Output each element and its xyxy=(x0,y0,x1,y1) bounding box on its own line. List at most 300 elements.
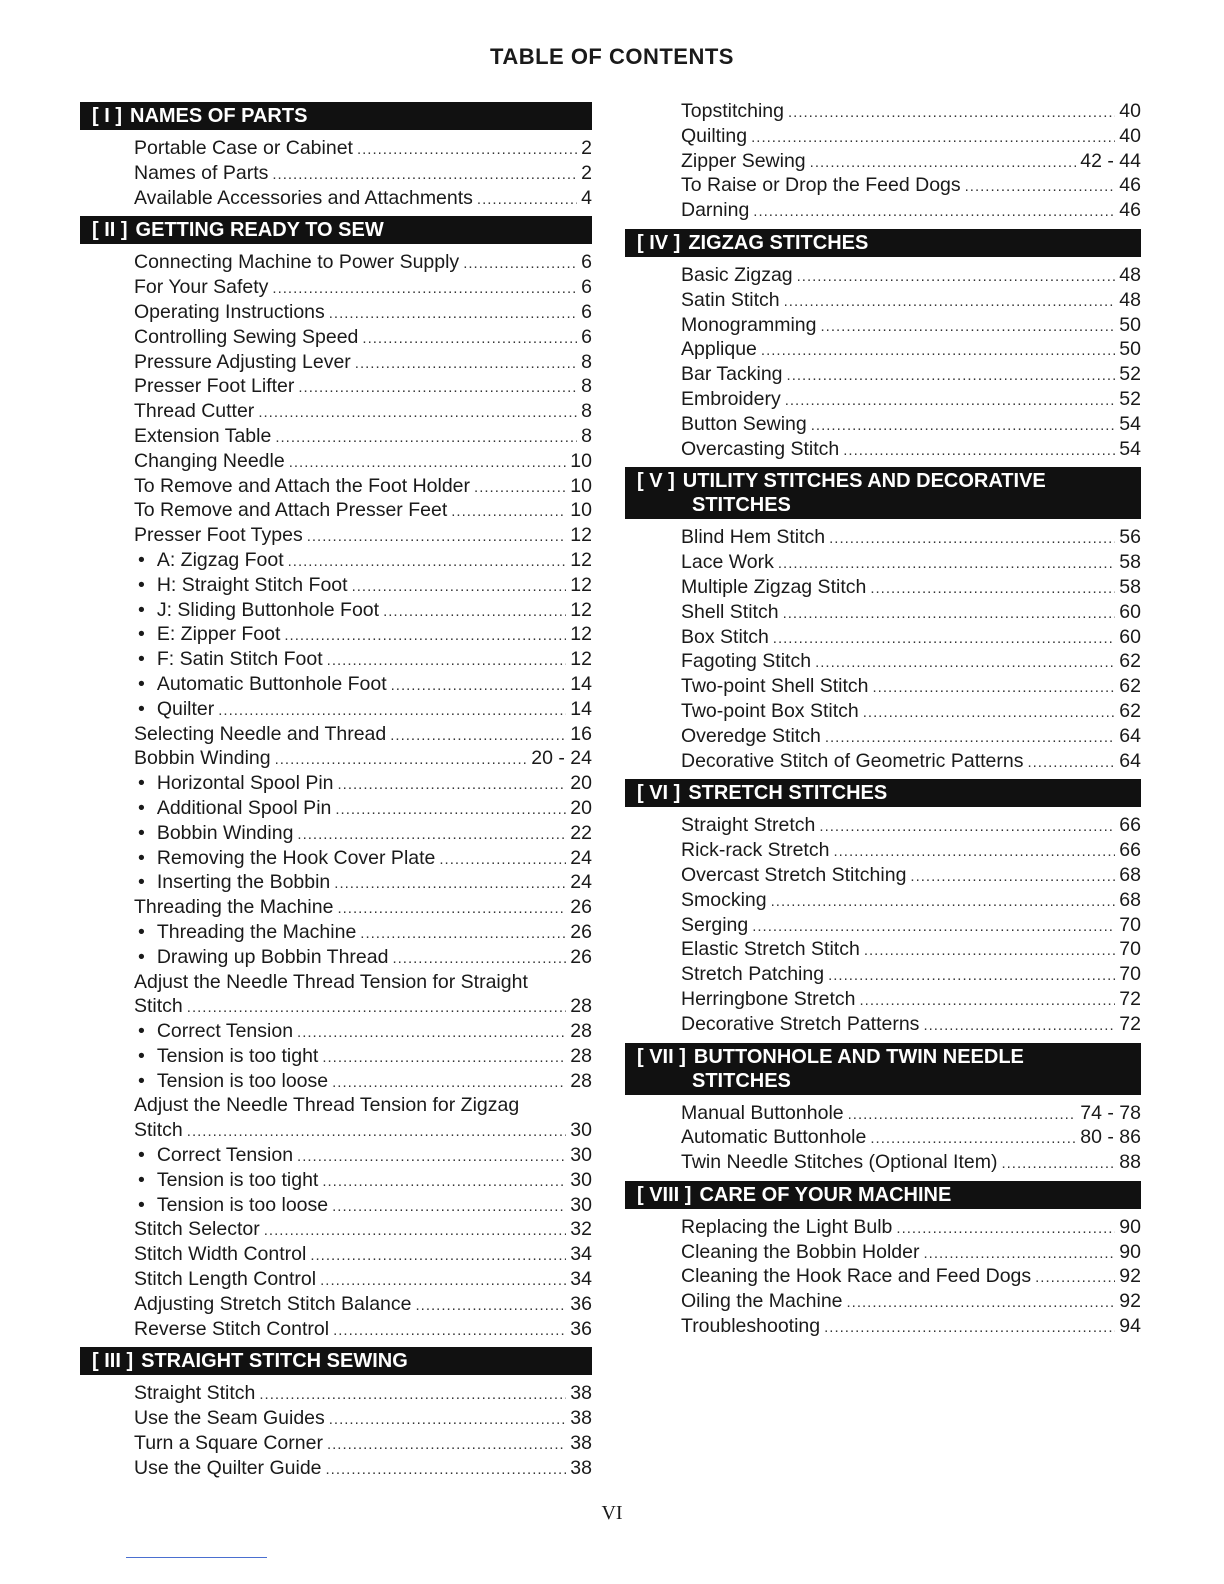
dot-leader xyxy=(778,552,1115,577)
toc-entry[interactable] xyxy=(681,600,1141,625)
section-heading xyxy=(80,216,592,244)
entry-title: Zipper Sewing xyxy=(681,149,806,172)
entry-title: Adjust the Needle Thread Tension for Straight xyxy=(134,970,528,993)
toc-entry[interactable] xyxy=(134,548,592,573)
entry-page: 56 xyxy=(1119,526,1141,549)
section-heading xyxy=(625,229,1141,257)
dot-leader xyxy=(329,1408,567,1433)
section-heading xyxy=(80,1347,592,1375)
entry-title: Thread Cutter xyxy=(134,400,255,423)
entry-page: 10 xyxy=(570,499,592,522)
dot-leader xyxy=(288,550,567,575)
toc-entry[interactable] xyxy=(681,1240,1141,1265)
entry-title: Straight Stretch xyxy=(681,814,816,837)
toc-entry[interactable] xyxy=(134,424,592,449)
toc-entry[interactable] xyxy=(134,1381,592,1406)
entry-page: 14 xyxy=(570,672,592,695)
dot-leader xyxy=(1027,751,1115,776)
entry-page: 26 xyxy=(570,896,592,919)
entry-page: 38 xyxy=(570,1432,592,1455)
toc-entry[interactable] xyxy=(681,362,1141,387)
entry-title: • Additional Spool Pin xyxy=(134,796,331,821)
toc-entry[interactable] xyxy=(134,136,592,161)
toc-entry[interactable] xyxy=(134,374,592,399)
entry-title: Smocking xyxy=(681,888,767,911)
entry-title: Adjust the Needle Thread Tension for Zigzag xyxy=(134,1094,520,1117)
toc-entry[interactable] xyxy=(681,962,1141,987)
entry-page: 30 xyxy=(570,1144,592,1167)
entry-title: Presser Foot Lifter xyxy=(134,375,295,398)
entry-page: 74 - 78 xyxy=(1080,1101,1141,1124)
entry-title: • J: Sliding Buttonhole Foot xyxy=(134,598,379,623)
section-title: UTILITY STITCHES AND DECORATIVE xyxy=(682,470,1046,493)
toc-entry[interactable] xyxy=(134,161,592,186)
entry-page: 60 xyxy=(1119,625,1141,648)
entry-title: Fagoting Stitch xyxy=(681,650,812,673)
toc-entry[interactable] xyxy=(134,1044,592,1069)
toc-entry[interactable] xyxy=(134,1118,592,1143)
section-number: [ II ] xyxy=(92,219,128,242)
entry-title: Troubleshooting xyxy=(681,1315,821,1338)
entry-title: Satin Stitch xyxy=(681,288,780,311)
dot-leader xyxy=(824,1316,1115,1341)
entry-title: • Drawing up Bobbin Thread xyxy=(134,945,388,970)
entry-page: 58 xyxy=(1119,551,1141,574)
toc-entry[interactable] xyxy=(134,186,592,211)
entry-title: Stitch Width Control xyxy=(134,1243,307,1266)
entry-page: 12 xyxy=(570,648,592,671)
toc-entry[interactable] xyxy=(134,746,592,771)
toc-entry[interactable] xyxy=(134,945,592,970)
toc-entry[interactable] xyxy=(681,724,1141,749)
toc-entry[interactable] xyxy=(134,275,592,300)
page-number: VI xyxy=(601,1502,623,1524)
toc-entry[interactable] xyxy=(134,821,592,846)
entry-page: 36 xyxy=(570,1317,592,1340)
entry-page: 80 - 86 xyxy=(1080,1126,1141,1149)
entry-title: • E: Zipper Foot xyxy=(134,622,280,647)
entry-title: Pressure Adjusting Lever xyxy=(134,350,351,373)
entry-title: Shell Stitch xyxy=(681,600,779,623)
dot-leader xyxy=(784,290,1116,315)
toc-entry[interactable] xyxy=(134,1406,592,1431)
dot-leader xyxy=(383,600,566,625)
dot-leader xyxy=(910,865,1115,890)
section-title: STRETCH STITCHES xyxy=(688,782,888,805)
toc-entry[interactable] xyxy=(681,1101,1141,1126)
toc-entry[interactable] xyxy=(681,1125,1141,1150)
dot-leader xyxy=(860,989,1116,1014)
toc-entry[interactable] xyxy=(681,937,1141,962)
entry-title: • A: Zigzag Foot xyxy=(134,548,284,573)
toc-entry[interactable] xyxy=(681,1215,1141,1240)
entry-title: Cleaning the Bobbin Holder xyxy=(681,1240,920,1263)
dot-leader xyxy=(773,627,1116,652)
entry-page: 10 xyxy=(570,449,592,472)
entry-title: Topstitching xyxy=(681,100,784,122)
toc-entry[interactable] xyxy=(134,722,592,747)
entry-page: 28 xyxy=(570,1020,592,1043)
toc-entry[interactable] xyxy=(134,325,592,350)
entry-title: • Correct Tension xyxy=(134,1143,293,1168)
dot-leader xyxy=(297,1145,566,1170)
entry-title: To Remove and Attach Presser Feet xyxy=(134,499,448,522)
toc-entry[interactable] xyxy=(681,99,1141,124)
toc-entry[interactable] xyxy=(681,337,1141,362)
toc-entry[interactable] xyxy=(134,1143,592,1168)
toc-entry[interactable] xyxy=(134,399,592,424)
entry-page: 52 xyxy=(1119,363,1141,386)
dot-leader xyxy=(275,748,528,773)
dot-leader xyxy=(355,352,577,377)
dot-leader xyxy=(289,451,567,476)
toc-entry[interactable] xyxy=(134,697,592,722)
entry-title: Oiling the Machine xyxy=(681,1290,843,1313)
entry-title: Multiple Zigzag Stitch xyxy=(681,575,867,598)
section-number: [ VII ] xyxy=(637,1045,686,1068)
entry-title: • Threading the Machine xyxy=(134,920,356,945)
entry-page: 8 xyxy=(581,400,592,423)
entry-title: • Bobbin Winding xyxy=(134,821,293,846)
section-title: CARE OF YOUR MACHINE xyxy=(699,1183,952,1206)
toc-entry[interactable] xyxy=(134,1456,592,1481)
entry-title: Available Accessories and Attachments xyxy=(134,186,473,209)
dot-leader xyxy=(298,376,577,401)
toc-entry[interactable] xyxy=(134,598,592,623)
dot-leader xyxy=(392,947,566,972)
entry-page: 26 xyxy=(570,945,592,968)
entry-title: Adjusting Stretch Stitch Balance xyxy=(134,1292,412,1315)
entry-page: 38 xyxy=(570,1456,592,1479)
entry-page: 8 xyxy=(581,424,592,447)
entry-title: Names of Parts xyxy=(134,161,269,184)
dot-leader xyxy=(326,1458,567,1483)
dot-leader xyxy=(870,1127,1076,1152)
entry-page: 4 xyxy=(581,186,592,209)
toc-entry[interactable] xyxy=(134,1019,592,1044)
dot-leader xyxy=(753,200,1115,225)
toc-entry[interactable] xyxy=(134,970,592,995)
toc-entry[interactable] xyxy=(681,813,1141,838)
entry-title: Use the Quilter Guide xyxy=(134,1456,322,1479)
toc-entry[interactable] xyxy=(134,474,592,499)
dot-leader xyxy=(864,939,1115,964)
dot-leader xyxy=(771,890,1116,915)
toc-entry[interactable] xyxy=(681,124,1141,149)
dot-leader xyxy=(284,624,566,649)
dot-leader xyxy=(923,1014,1115,1039)
entry-page: 2 xyxy=(581,137,592,159)
dot-leader xyxy=(783,602,1116,627)
dot-leader xyxy=(828,964,1115,989)
section-title: GETTING READY TO SEW xyxy=(135,219,384,242)
entry-title: Selecting Needle and Thread xyxy=(134,722,387,745)
toc-entry[interactable] xyxy=(134,1168,592,1193)
entry-title: Portable Case or Cabinet xyxy=(134,137,353,159)
toc-entry[interactable] xyxy=(134,1431,592,1456)
entry-page: 66 xyxy=(1119,814,1141,837)
toc-entry[interactable] xyxy=(134,1069,592,1094)
dot-leader xyxy=(272,277,577,302)
toc-entry[interactable] xyxy=(681,1012,1141,1037)
toc-entry[interactable] xyxy=(681,1150,1141,1175)
toc-entry[interactable] xyxy=(681,1314,1141,1339)
dot-leader xyxy=(327,649,567,674)
dot-leader xyxy=(896,1217,1115,1242)
section-number: [ VIII ] xyxy=(637,1183,692,1206)
toc-entry[interactable] xyxy=(134,1093,592,1118)
entry-title: • Tension is too loose xyxy=(134,1193,328,1218)
entry-page: 34 xyxy=(570,1243,592,1266)
entry-title: Cleaning the Hook Race and Feed Dogs xyxy=(681,1265,1032,1288)
toc-entry[interactable] xyxy=(134,1217,592,1242)
dot-leader xyxy=(477,188,577,213)
entry-title: Bobbin Winding xyxy=(134,747,271,770)
section-heading xyxy=(625,1043,1141,1095)
toc-entry[interactable] xyxy=(134,250,592,275)
toc-entry[interactable] xyxy=(134,1267,592,1292)
entry-page: 64 xyxy=(1119,724,1141,747)
entry-title: • Inserting the Bobbin xyxy=(134,870,330,895)
toc-entry[interactable] xyxy=(681,699,1141,724)
entry-title: Operating Instructions xyxy=(134,300,325,323)
entry-page: 70 xyxy=(1119,963,1141,986)
toc-entry[interactable] xyxy=(134,350,592,375)
toc-entry[interactable] xyxy=(134,796,592,821)
entry-page: 58 xyxy=(1119,575,1141,598)
toc-entry[interactable] xyxy=(681,387,1141,412)
entry-title: Bar Tacking xyxy=(681,363,783,386)
dot-leader xyxy=(310,1244,566,1269)
dot-leader xyxy=(329,302,577,327)
entry-title: Overedge Stitch xyxy=(681,724,821,747)
dot-leader xyxy=(1035,1266,1115,1291)
entry-page: 46 xyxy=(1119,199,1141,222)
entry-page: 68 xyxy=(1119,863,1141,886)
entry-page: 12 xyxy=(570,524,592,547)
entry-page: 12 xyxy=(570,598,592,621)
toc-entry[interactable] xyxy=(681,863,1141,888)
entry-page: 28 xyxy=(570,1069,592,1092)
section-number: [ III ] xyxy=(92,1350,134,1373)
dot-leader xyxy=(218,699,566,724)
entry-page: 66 xyxy=(1119,839,1141,862)
toc-entry[interactable] xyxy=(681,149,1141,174)
dot-leader xyxy=(332,1195,566,1220)
dot-leader xyxy=(272,163,577,188)
dot-leader xyxy=(357,138,577,163)
toc-entry[interactable] xyxy=(681,525,1141,550)
toc-entry[interactable] xyxy=(681,198,1141,223)
toc-entry[interactable] xyxy=(134,870,592,895)
toc-entry[interactable] xyxy=(134,672,592,697)
section-title: STRAIGHT STITCH SEWING xyxy=(141,1350,408,1373)
toc-entry[interactable] xyxy=(681,625,1141,650)
toc-left-column xyxy=(80,102,592,1481)
entry-page: 28 xyxy=(570,1044,592,1067)
entry-page: 52 xyxy=(1119,387,1141,410)
entry-title: Two-point Box Stitch xyxy=(681,699,859,722)
toc-entry[interactable] xyxy=(134,920,592,945)
entry-page: 70 xyxy=(1119,938,1141,961)
dot-leader xyxy=(338,773,567,798)
entry-title: Changing Needle xyxy=(134,449,285,472)
entry-title: Basic Zigzag xyxy=(681,263,793,286)
dot-leader xyxy=(873,676,1116,701)
entry-page: 92 xyxy=(1119,1290,1141,1313)
toc-entry[interactable] xyxy=(681,674,1141,699)
toc-entry[interactable] xyxy=(681,313,1141,338)
toc-entry[interactable] xyxy=(681,888,1141,913)
toc-entry[interactable] xyxy=(134,647,592,672)
entry-title: Applique xyxy=(681,338,757,361)
entry-title: Two-point Shell Stitch xyxy=(681,675,869,698)
entry-title: Extension Table xyxy=(134,424,272,447)
dot-leader xyxy=(924,1242,1116,1267)
dot-leader xyxy=(297,823,566,848)
toc-entry[interactable] xyxy=(134,449,592,474)
entry-page: 62 xyxy=(1119,699,1141,722)
toc-entry[interactable] xyxy=(134,1193,592,1218)
entry-page: 38 xyxy=(570,1407,592,1430)
entry-title: Stitch Length Control xyxy=(134,1268,317,1291)
entry-title: • Tension is too tight xyxy=(134,1044,318,1069)
entry-title: Overcasting Stitch xyxy=(681,437,840,460)
entry-page: 38 xyxy=(570,1382,592,1405)
toc-entry[interactable] xyxy=(681,437,1141,462)
entry-title: Manual Buttonhole xyxy=(681,1101,844,1124)
entry-title: Stitch xyxy=(134,1119,183,1142)
entry-title: Herringbone Stretch xyxy=(681,987,856,1010)
entry-page: 30 xyxy=(570,1119,592,1142)
entry-title: To Remove and Attach the Foot Holder xyxy=(134,474,471,497)
entry-title: Decorative Stitch of Geometric Patterns xyxy=(681,749,1024,772)
dot-leader xyxy=(1001,1152,1115,1177)
toc-entry[interactable] xyxy=(134,498,592,523)
section-number: [ IV ] xyxy=(637,231,681,254)
dot-leader xyxy=(416,1294,567,1319)
entry-title: • Horizontal Spool Pin xyxy=(134,771,334,796)
entry-page: 90 xyxy=(1119,1240,1141,1263)
entry-title: Connecting Machine to Power Supply xyxy=(134,251,460,274)
entry-page: 12 xyxy=(570,548,592,571)
dot-leader xyxy=(870,577,1115,602)
dot-leader xyxy=(463,252,577,277)
toc-entry[interactable] xyxy=(681,173,1141,198)
entry-title: • Tension is too tight xyxy=(134,1168,318,1193)
entry-title: Stitch xyxy=(134,995,183,1018)
toc-entry[interactable] xyxy=(681,913,1141,938)
entry-page: 94 xyxy=(1119,1315,1141,1338)
toc-entry[interactable] xyxy=(134,1317,592,1342)
toc-entry[interactable] xyxy=(134,771,592,796)
entry-title: Controlling Sewing Speed xyxy=(134,325,359,348)
dot-leader xyxy=(327,1433,566,1458)
dot-leader xyxy=(259,1383,566,1408)
entry-title: Automatic Buttonhole xyxy=(681,1126,867,1149)
section-title: ZIGZAG STITCHES xyxy=(688,231,869,254)
toc-entry[interactable] xyxy=(134,622,592,647)
entry-page: 24 xyxy=(570,871,592,894)
toc-right-column xyxy=(625,99,1141,1339)
dot-leader xyxy=(820,315,1115,340)
entry-page: 42 - 44 xyxy=(1080,149,1141,172)
toc-entry[interactable] xyxy=(681,550,1141,575)
toc-entry[interactable] xyxy=(134,523,592,548)
toc-entry[interactable] xyxy=(681,1264,1141,1289)
entry-title: Lace Work xyxy=(681,551,774,574)
toc-entry[interactable] xyxy=(134,994,592,1019)
toc-entry[interactable] xyxy=(134,895,592,920)
entry-page: 8 xyxy=(581,350,592,373)
toc-entry[interactable] xyxy=(681,749,1141,774)
entry-title: Embroidery xyxy=(681,387,781,410)
toc-entry[interactable] xyxy=(681,412,1141,437)
dot-leader xyxy=(360,922,566,947)
toc-entry[interactable] xyxy=(134,1292,592,1317)
dot-leader xyxy=(847,1291,1116,1316)
toc-entry[interactable] xyxy=(134,300,592,325)
entry-title: • H: Straight Stitch Foot xyxy=(134,573,348,598)
toc-entry[interactable] xyxy=(681,263,1141,288)
dot-leader xyxy=(264,1219,567,1244)
dot-leader xyxy=(390,724,566,749)
entry-page: 54 xyxy=(1119,437,1141,460)
dot-leader xyxy=(275,426,577,451)
entry-title: Use the Seam Guides xyxy=(134,1407,325,1430)
toc-entry[interactable] xyxy=(681,1289,1141,1314)
toc-entry[interactable] xyxy=(134,846,592,871)
entry-page: 12 xyxy=(570,623,592,646)
entry-page: 28 xyxy=(570,995,592,1018)
dot-leader xyxy=(829,527,1115,552)
dot-leader xyxy=(307,525,567,550)
entry-title: Reverse Stitch Control xyxy=(134,1317,330,1340)
entry-page: 20 xyxy=(570,772,592,795)
dot-leader xyxy=(187,996,567,1021)
entry-title: Elastic Stretch Stitch xyxy=(681,938,860,961)
section-title-line2: STITCHES xyxy=(692,1069,791,1092)
section-number: [ VI ] xyxy=(637,782,681,805)
dot-leader xyxy=(474,476,566,501)
dot-leader xyxy=(187,1120,567,1145)
dot-leader xyxy=(352,575,567,600)
toc-entry[interactable] xyxy=(681,838,1141,863)
toc-entry[interactable] xyxy=(681,575,1141,600)
entry-title: Monogramming xyxy=(681,313,817,336)
section-title: NAMES OF PARTS xyxy=(130,105,308,127)
toc-entry[interactable] xyxy=(681,649,1141,674)
entry-title: Replacing the Light Bulb xyxy=(681,1215,893,1238)
toc-entry[interactable] xyxy=(134,573,592,598)
entry-page: 46 xyxy=(1119,174,1141,197)
toc-entry[interactable] xyxy=(681,288,1141,313)
section-number: [ I ] xyxy=(92,105,122,127)
entry-page: 24 xyxy=(570,846,592,869)
toc-entry[interactable] xyxy=(134,1242,592,1267)
entry-page: 40 xyxy=(1119,124,1141,147)
entry-title: Rick-rack Stretch xyxy=(681,839,830,862)
section-heading xyxy=(625,779,1141,807)
entry-title: • Removing the Hook Cover Plate xyxy=(134,846,435,871)
toc-entry[interactable] xyxy=(681,987,1141,1012)
entry-page: 16 xyxy=(570,722,592,745)
entry-page: 6 xyxy=(581,325,592,348)
entry-title: Quilting xyxy=(681,124,748,147)
entry-page: 88 xyxy=(1119,1151,1141,1174)
entry-title: Stitch Selector xyxy=(134,1218,260,1241)
entry-page: 32 xyxy=(570,1218,592,1241)
